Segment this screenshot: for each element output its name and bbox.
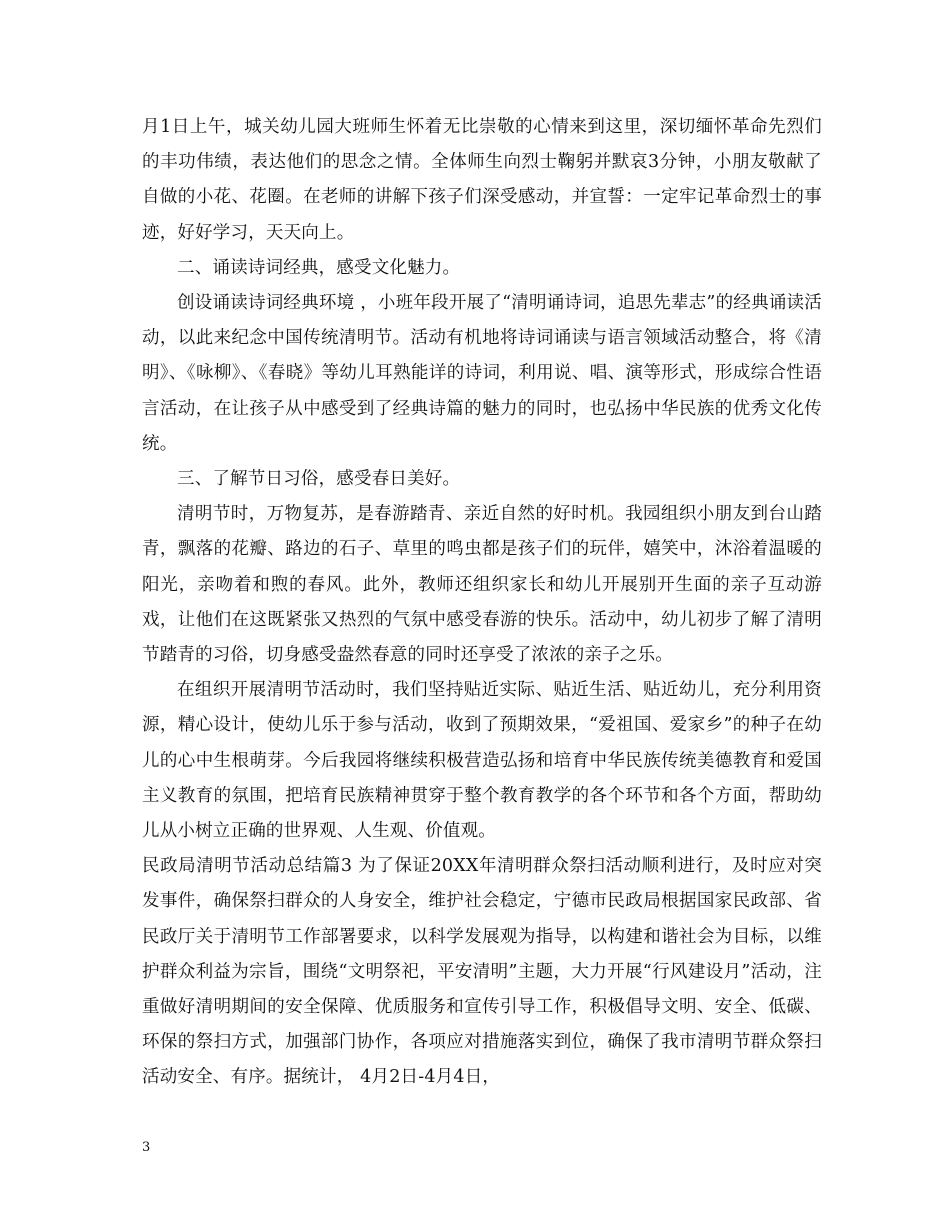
paragraph-spring-outing: 清明节时，万物复苏，是春游踏青、亲近自然的好时机。我园组织小朋友到台山踏青，飘落的花瓣、路边的石子、草里的鸣虫都是孩子们的玩伴，嬉笑中，沐浴着温暖的阳光，亲吻着和煦的春风。此外，教师还组织家长和幼儿开展别开生面的亲子互动游戏，让他们在这既紧张又热烈的气氛中感受春游的快乐。活动中，幼儿初步了解了清明节踏青的习俗，切身感受盎然春意的同时还享受了浓浓的亲子之乐。: [142, 504, 822, 666]
heading-festival-customs: 三、了解节日习俗，感受春日美好。: [177, 469, 461, 490]
page-number: 3: [142, 1140, 151, 1155]
paragraph-civil-affairs-summary: 民政局清明节活动总结篇3 为了保证20XX年清明群众祭扫活动顺利进行，及时应对突发事件，确保祭扫群众的人身安全，维护社会稳定，宁德市民政局根据国家民政部、省民政厅关于清明节工作部署要求，以科学发展观为指导，以构建和谐社会为目标，以维护群众利益为宗旨，围绕“文明祭祀，平安清明”主题，大力开展“行风建设月”活动，注重做好清明期间的安全保障、优质服务和宣传引导工作，积极倡导文明、安全、低碳、环保的祭扫方式，加强部门协作，各项应对措施落实到位，确保了我市清明节群众祭扫活动安全、有序。据统计， 4月2日-4月4日，: [142, 856, 822, 1088]
paragraph-memorial-visit: 月1日上午，城关幼儿园大班师生怀着无比崇敬的心情来到这里，深切缅怀革命先烈们的丰功伟绩，表达他们的思念之情。全体师生向烈士鞠躬并默哀3分钟，小朋友敬献了自做的小花、花圈。在老师的讲解下孩子们深受感动，并宣誓：一定牢记革命烈士的事迹，好好学习，天天向上。: [142, 117, 822, 243]
heading-poetry-reading: 二、诵读诗词经典，感受文化魅力。: [177, 257, 461, 278]
body-text: [142, 110, 822, 1096]
paragraph-summary: 在组织开展清明节活动时，我们坚持贴近实际、贴近生活、贴近幼儿，充分利用资源，精心设计，使幼儿乐于参与活动，收到了预期效果，“爱祖国、爱家乡”的种子在幼儿的心中生根萌芽。今后我园将继续积极营造弘扬和培育中华民族传统美德教育和爱国主义教育的氛围，把培育民族精神贯穿于整个教育教学的各个环节和各个方面，帮助幼儿从小树立正确的世界观、人生观、价值观。: [142, 680, 822, 842]
paragraph-poetry-activity: 创设诵读诗词经典环境 ，小班年段开展了“清明诵诗词，追思先辈志”的经典诵读活动，以此来纪念中国传统清明节。活动有机地将诗词诵读与语言领域活动整合，将《清明》、《咏柳》、《春晓》等幼儿耳熟能详的诗词，利用说、唱、演等形式，形成综合性语言活动，在让孩子从中感受到了经典诗篇的魅力的同时，也弘扬中华民族的优秀文化传统。: [142, 293, 822, 454]
